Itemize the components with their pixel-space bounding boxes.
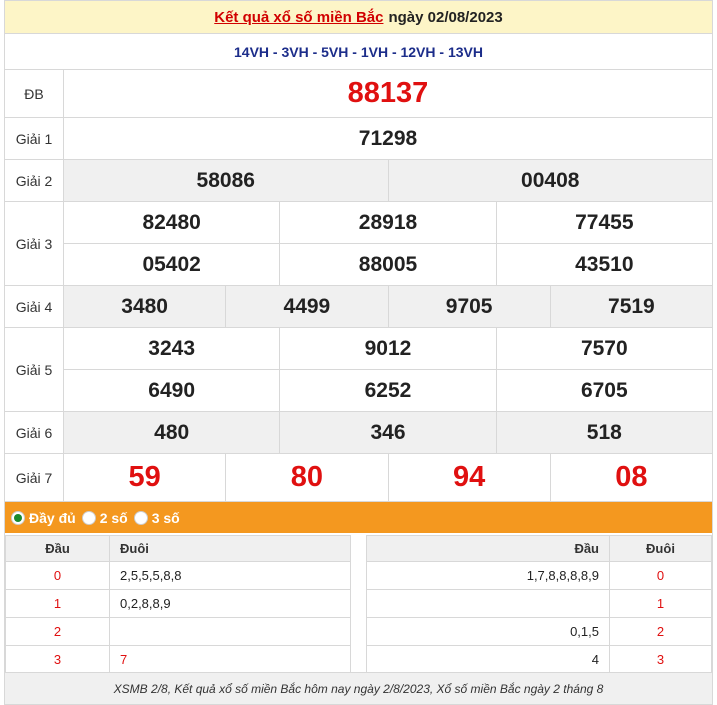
prize-number: 518 [496,412,712,453]
prize-number: 7570 [496,328,712,369]
prize-label: Giải 5 [5,328,64,411]
tail-digits: 7 [110,646,351,674]
prize-number: 80 [225,454,387,501]
option-full[interactable] [11,510,76,526]
loto-table-head [5,535,351,674]
option-label: Đầy đủ [29,509,76,526]
table-row [367,562,712,590]
prize-label: Giải 3 [5,202,64,285]
head-digits: 4 [367,646,610,674]
results-header [5,1,712,34]
tail-digit: 2 [610,618,712,646]
radio-icon[interactable] [82,511,96,525]
head-digits [367,590,610,618]
prize-number: 3480 [121,294,168,318]
col-tail: Đuôi [610,536,712,562]
prize-label: Giải 4 [5,286,64,327]
prize-number: 9012 [279,328,495,369]
tail-digit: 3 [610,646,712,674]
display-options-bar [5,502,712,533]
prize-row-g2 [5,160,712,202]
option-label: 3 số [151,509,180,526]
prize-label: Giải 7 [5,454,64,501]
prize-number: 71298 [358,126,418,150]
prize-row-g3 [5,202,712,286]
special-prize-number: 88137 [347,77,429,109]
prize-row-g4 [5,286,712,328]
title-date: ngày 02/08/2023 [388,8,503,26]
prize-number: 4499 [225,286,387,327]
prize-number: 05402 [142,252,201,276]
col-tail: Đuôi [110,536,351,562]
draw-codes: 14VH - 3VH - 5VH - 1VH - 12VH - 13VH [5,34,712,70]
tail-digit: 0 [610,562,712,590]
head-digit: 0 [6,562,110,590]
option-label: 2 số [99,509,128,526]
head-digits: 0,1,5 [367,618,610,646]
prize-number: 3243 [148,336,196,360]
option-3-digits[interactable] [134,510,180,526]
prize-row-g6 [5,412,712,454]
prize-label: Giải 1 [5,118,64,159]
prize-label: ĐB [5,70,64,117]
table-row [367,646,712,674]
tail-digits [110,618,351,646]
prize-number: 82480 [142,210,201,234]
prize-number: 88005 [279,244,495,285]
tail-digits: 2,5,5,5,8,8 [110,562,351,590]
prize-row-db [5,70,712,118]
prize-row-g5 [5,328,712,412]
table-row [6,618,351,646]
prize-number: 77455 [496,202,712,243]
prize-number: 59 [128,461,161,493]
col-head: Đầu [367,536,610,562]
prize-number: 94 [388,454,550,501]
table-row [367,618,712,646]
head-digit: 1 [6,590,110,618]
prize-label: Giải 2 [5,160,64,201]
footer-caption: XSMB 2/8, Kết quả xổ số miền Bắc hôm nay ngày 2/8/2023, Xổ số miền Bắc ngày 2 tháng 8 [5,672,712,704]
prize-number: 58086 [196,168,255,192]
table-row [6,562,351,590]
prize-number: 43510 [496,244,712,285]
col-head: Đầu [6,536,110,562]
prize-number: 08 [550,454,712,501]
radio-icon[interactable] [134,511,148,525]
loto-tables [5,533,712,674]
head-digit: 2 [6,618,110,646]
option-2-digits[interactable] [82,510,128,526]
prize-row-g7 [5,454,712,502]
results-panel [4,0,713,705]
prize-number: 9705 [388,286,550,327]
table-row [6,590,351,618]
prize-number: 480 [154,420,190,444]
prize-number: 00408 [388,160,713,201]
prize-label: Giải 6 [5,412,64,453]
radio-selected-icon[interactable] [11,511,25,525]
table-row [367,590,712,618]
prize-number: 7519 [550,286,712,327]
prize-row-g1 [5,118,712,160]
head-digits: 1,7,8,8,8,8,9 [367,562,610,590]
head-digit: 3 [6,646,110,674]
prize-number: 346 [279,412,495,453]
prize-number: 6490 [148,378,196,402]
prize-number: 6252 [279,370,495,411]
tail-digits: 0,2,8,8,9 [110,590,351,618]
loto-table-tail [366,535,712,674]
prize-number: 6705 [496,370,712,411]
tail-digit: 1 [610,590,712,618]
title-link[interactable]: Kết quả xổ số miền Bắc [214,8,384,26]
table-row [6,646,351,674]
prize-number: 28918 [279,202,495,243]
